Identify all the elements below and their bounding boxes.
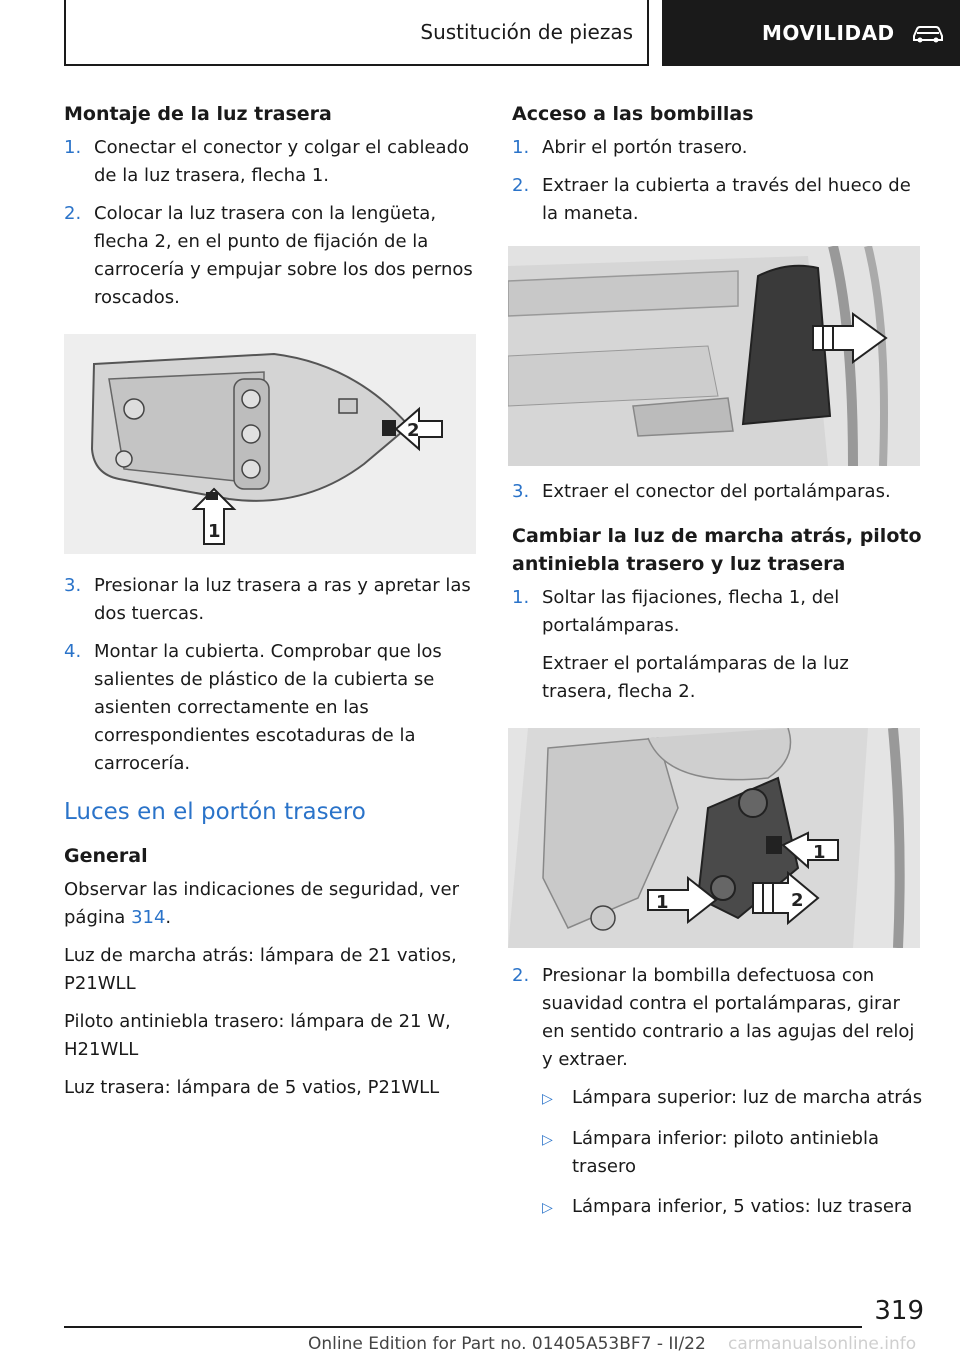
right-column xyxy=(512,100,924,1234)
section-title: Sustitución de piezas xyxy=(420,20,633,44)
lamp-fog: Piloto antiniebla trasero: lámpara de 21 W, H21WLL xyxy=(64,1011,451,1060)
step-number: 2. xyxy=(512,965,530,986)
list-item xyxy=(64,638,476,778)
chapter-label: MOVILIDAD xyxy=(762,21,895,45)
step-text: Colocar la luz trasera con la lengüeta, flecha 2, en el punto de fijación de la carrocería y empujar sobre los dos pernos roscados. xyxy=(94,203,473,308)
arrow-label: 1 xyxy=(813,842,826,863)
list-item xyxy=(64,200,476,312)
left-column xyxy=(64,100,476,1112)
section-heading: Luces en el portón trasero xyxy=(64,799,366,825)
step-text: Presionar la luz trasera a ras y apretar las dos tuercas. xyxy=(94,575,471,624)
arrow-label: 1 xyxy=(208,521,221,542)
footer-divider xyxy=(64,1326,862,1328)
bulb-holder-figure xyxy=(508,728,920,948)
bullet-text: Lámpara superior: luz de marcha atrás xyxy=(572,1087,923,1108)
arrow-label: 1 xyxy=(656,892,669,913)
bullet-text: Lámpara inferior, 5 vatios: luz trasera xyxy=(572,1196,913,1217)
change-heading: Cambiar la luz de marcha atrás, piloto antiniebla trasero y luz trasera xyxy=(512,525,922,575)
triangle-bullet-icon: ▷ xyxy=(542,1091,553,1107)
step-number: 1. xyxy=(512,587,530,608)
step-number: 1. xyxy=(64,137,82,158)
section-title-box xyxy=(64,0,649,66)
page-number: 319 xyxy=(874,1296,924,1326)
taillight-mount-figure xyxy=(64,334,476,554)
lamp-reverse: Luz de marcha atrás: lámpara de 21 vatios, P21WLL xyxy=(64,945,457,994)
bullet-item xyxy=(512,1084,924,1113)
step-subtext: Extraer el portalámparas de la luz trasera, flecha 2. xyxy=(542,653,849,702)
triangle-bullet-icon: ▷ xyxy=(542,1200,553,1216)
step-text: Conectar el conector y colgar el cableado de la luz trasera, flecha 1. xyxy=(94,137,470,186)
watermark: carmanualsonline.info xyxy=(728,1334,917,1354)
list-item xyxy=(512,962,924,1074)
step-number: 2. xyxy=(512,175,530,196)
general-heading: General xyxy=(64,845,148,867)
step-text: Abrir el portón trasero. xyxy=(542,137,748,158)
page-link[interactable]: 314 xyxy=(131,907,166,928)
list-item xyxy=(512,134,924,162)
access-heading: Acceso a las bombillas xyxy=(512,103,754,125)
step-text: Extraer la cubierta a través del hueco de la maneta. xyxy=(542,175,911,224)
lamp-tail: Luz trasera: lámpara de 5 vatios, P21WLL xyxy=(64,1077,440,1098)
safety-note xyxy=(64,876,476,932)
bullet-item xyxy=(512,1193,924,1222)
safety-text: Observar las indicaciones de seguridad, ver página xyxy=(64,879,459,928)
step-text: Montar la cubierta. Comprobar que los salientes de plástico de la cubierta se asienten correctamente en las correspondientes escotaduras de la carrocería. xyxy=(94,641,442,774)
step-number: 4. xyxy=(64,641,82,662)
step-text: Extraer el conector del portalámparas. xyxy=(542,481,891,502)
step-number: 3. xyxy=(512,481,530,502)
mount-heading: Montaje de la luz trasera xyxy=(64,103,332,125)
list-item xyxy=(512,172,924,228)
list-item xyxy=(64,572,476,628)
list-item xyxy=(512,584,924,640)
bullet-text: Lámpara inferior: piloto antiniebla trasero xyxy=(572,1128,879,1177)
tailgate-cover-figure xyxy=(508,246,920,466)
page-header xyxy=(64,0,960,66)
triangle-bullet-icon: ▷ xyxy=(542,1132,553,1148)
safety-end: . xyxy=(165,907,172,928)
step-text: Soltar las fijaciones, flecha 1, del portalámparas. xyxy=(542,587,840,636)
car-icon xyxy=(911,22,945,44)
chapter-tab xyxy=(662,0,960,66)
list-item xyxy=(64,134,476,190)
step-text: Presionar la bombilla defectuosa con suavidad contra el portalámparas, girar en sentido contrario a las agujas del reloj y extraer. xyxy=(542,965,915,1070)
arrow-label: 2 xyxy=(407,420,420,441)
arrow-label: 2 xyxy=(791,890,804,911)
step-number: 3. xyxy=(64,575,82,596)
edition-text: Online Edition for Part no. 01405A53BF7 - II/22 xyxy=(308,1334,706,1354)
step-number: 2. xyxy=(64,203,82,224)
list-item xyxy=(512,478,924,506)
step-number: 1. xyxy=(512,137,530,158)
bullet-item xyxy=(512,1125,924,1181)
